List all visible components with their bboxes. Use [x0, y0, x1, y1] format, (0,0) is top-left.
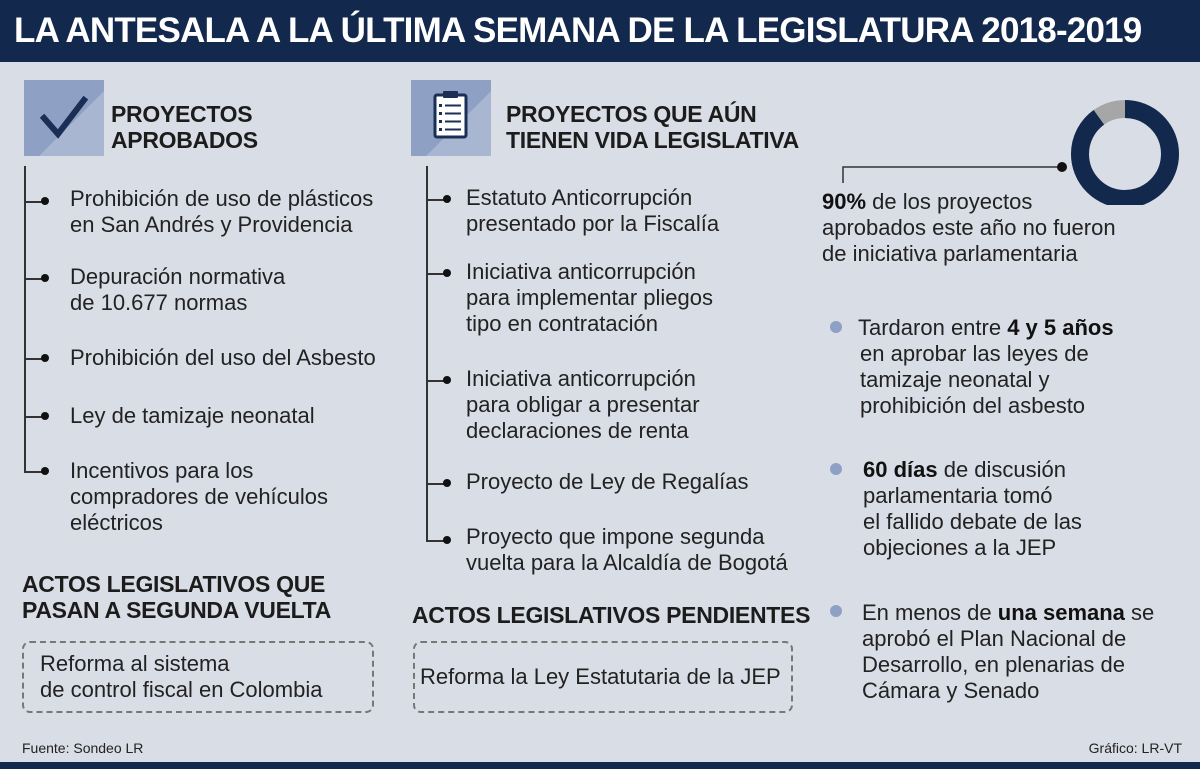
fact-item: Tardaron entre 4 y 5 años en aprobar las leyes de tamizaje neonatal y prohibición del asbesto	[858, 315, 1114, 418]
second-round-box-text: Reforma al sistema de control fiscal en Colombia	[40, 651, 323, 702]
list-dot	[41, 412, 49, 420]
list-item: Ley de tamizaje neonatal	[70, 403, 315, 428]
list-item: Estatuto Anticorrupción presentado por la Fiscalía	[466, 185, 720, 236]
donut-caption: 90% de los proyectos aprobados este año no fueron de iniciativa parlamentaria	[822, 189, 1116, 266]
list-dot	[443, 536, 451, 544]
fact-item: En menos de una semana se aprobó el Plan Nacional de Desarrollo, en plenarias de Cámara y Senado	[862, 600, 1155, 703]
list-dot	[41, 467, 49, 475]
pending-title: ACTOS LEGISLATIVOS PENDIENTES	[412, 602, 811, 628]
list-item: Iniciativa anticorrupción para implementar pliegos tipo en contratación	[466, 259, 714, 336]
pending-box-text: Reforma la Ley Estatutaria de la JEP	[420, 664, 781, 689]
donut-connector-line	[843, 167, 1062, 183]
approved-list-line	[24, 166, 26, 471]
list-dot	[41, 274, 49, 282]
second-round-title: ACTOS LEGISLATIVOS QUE PASAN A SEGUNDA VUELTA	[22, 571, 332, 623]
clipboard-icon	[411, 80, 491, 156]
page-title: LA ANTESALA A LA ÚLTIMA SEMANA DE LA LEGISLATURA 2018-2019	[14, 11, 1142, 50]
header-bar	[0, 0, 1200, 62]
connector-dot	[1057, 162, 1067, 172]
list-dot	[41, 354, 49, 362]
list-dot	[41, 197, 49, 205]
list-item: Prohibición de uso de plásticos en San Andrés y Providencia	[70, 186, 374, 237]
fact-bullet	[830, 605, 842, 617]
approved-section-title: PROYECTOS APROBADOS	[111, 101, 258, 153]
list-item: Proyecto de Ley de Regalías	[466, 469, 749, 494]
list-dot	[443, 479, 451, 487]
footer-bar	[0, 762, 1200, 769]
list-item: Depuración normativa de 10.677 normas	[70, 264, 286, 315]
list-dot	[443, 195, 451, 203]
list-item: Prohibición del uso del Asbesto	[70, 345, 376, 370]
credit-note: Gráfico: LR-VT	[1088, 740, 1182, 756]
fact-item: 60 días de discusión parlamentaria tomó el fallido debate de las objeciones a la JEP	[863, 457, 1082, 560]
list-item: Incentivos para los compradores de vehículos eléctricos	[70, 458, 329, 535]
source-note: Fuente: Sondeo LR	[22, 740, 144, 756]
list-dot	[443, 376, 451, 384]
checkmark-icon	[24, 80, 104, 156]
list-item: Iniciativa anticorrupción para obligar a presentar declaraciones de renta	[466, 366, 700, 443]
list-item: Proyecto que impone segunda vuelta para la Alcaldía de Bogotá	[466, 524, 788, 575]
list-dot	[443, 269, 451, 277]
fact-bullet	[830, 321, 842, 333]
donut-main-segment	[1080, 109, 1170, 199]
fact-bullet	[830, 463, 842, 475]
alive-section-title: PROYECTOS QUE AÚN TIENEN VIDA LEGISLATIVA	[506, 101, 799, 153]
